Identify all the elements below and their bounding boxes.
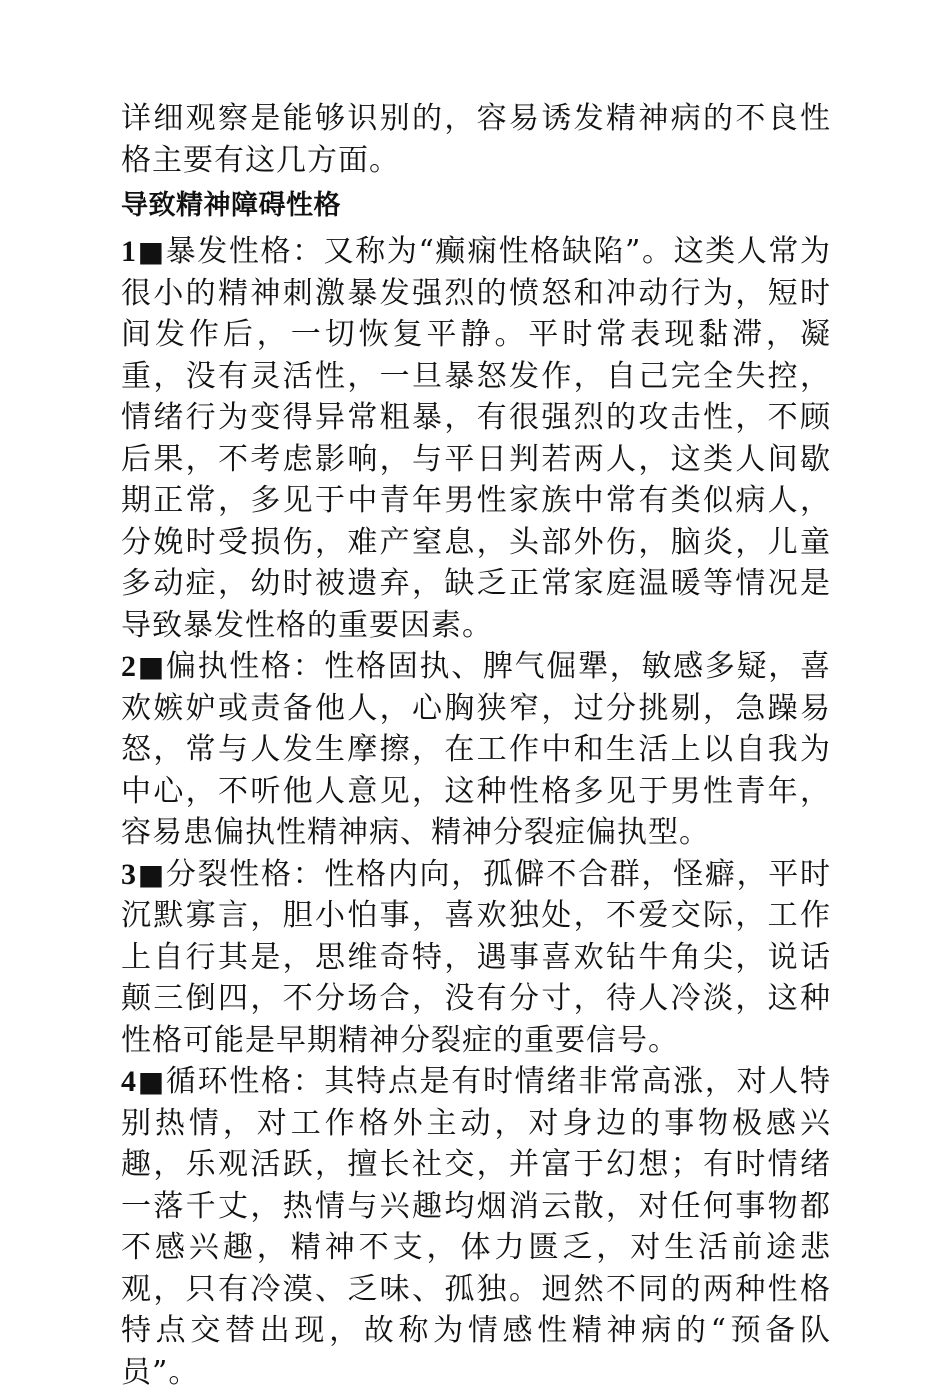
list-item-2 [121, 646, 831, 854]
square-bullet-icon: ■ [137, 235, 166, 268]
square-bullet-icon: ■ [137, 857, 166, 891]
square-bullet-icon: ■ [137, 1065, 166, 1098]
list-item-4 [121, 1061, 831, 1393]
item-number: 2 [121, 650, 137, 683]
document-page [121, 98, 831, 1393]
list-item-1 [121, 231, 831, 646]
list-item-3 [121, 854, 831, 1062]
item-text: 偏执性格：性格固执、脾气倔犟，敏感多疑，喜欢嫉妒或责备他人，心胸狭窄，过分挑剔，急躁易怒，常与人发生摩擦，在工作中和生活上以自我为中心，不听他人意见，这种性格多见于男性青年，容易患偏执性精神病、精神分裂症偏执型。 [121, 649, 831, 850]
item-number: 1 [121, 235, 137, 268]
section-heading: 导致精神障碍性格 [121, 190, 341, 221]
intro-paragraph: 详细观察是能够识别的，容易诱发精神病的不良性格主要有这几方面。 [121, 101, 831, 178]
item-number: 4 [121, 1065, 137, 1098]
item-number: 3 [121, 857, 137, 891]
item-text: 循环性格：其特点是有时情绪非常高涨，对人特别热情，对工作格外主动，对身边的事物极感兴趣，乐观活跃，擅长社交，并富于幻想；有时情绪一落千丈，热情与兴趣均烟消云散，对任何事物都不感兴趣，精神不支，体力匮乏，对生活前途悲观，只有冷漠、乏味、孤独。迥然不同的两种性格特点交替出现，故称为情感性精神病的“预备队员”。 [121, 1064, 831, 1390]
item-text: 暴发性格：又称为“癫痫性格缺陷”。这类人常为很小的精神刺激暴发强烈的愤怒和冲动行为，短时间发作后，一切恢复平静。平时常表现黏滞，凝重，没有灵活性，一旦暴怒发作，自己完全失控，情绪行为变得异常粗暴，有很强烈的攻击性，不顾后果，不考虑影响，与平日判若两人，这类人间歇期正常，多见于中青年男性家族中常有类似病人，分娩时受损伤，难产窒息，头部外伤，脑炎，儿童多动症，幼时被遗弃，缺乏正常家庭温暖等情况是导致暴发性格的重要因素。 [121, 234, 831, 643]
square-bullet-icon: ■ [137, 650, 166, 683]
item-text: 分裂性格：性格内向，孤僻不合群，怪癖，平时沉默寡言，胆小怕事，喜欢独处，不爱交际，工作上自行其是，思维奇特，遇事喜欢钻牛角尖，说话颠三倒四，不分场合，没有分寸，待人冷淡，这种性格可能是早期精神分裂症的重要信号。 [121, 856, 831, 1058]
